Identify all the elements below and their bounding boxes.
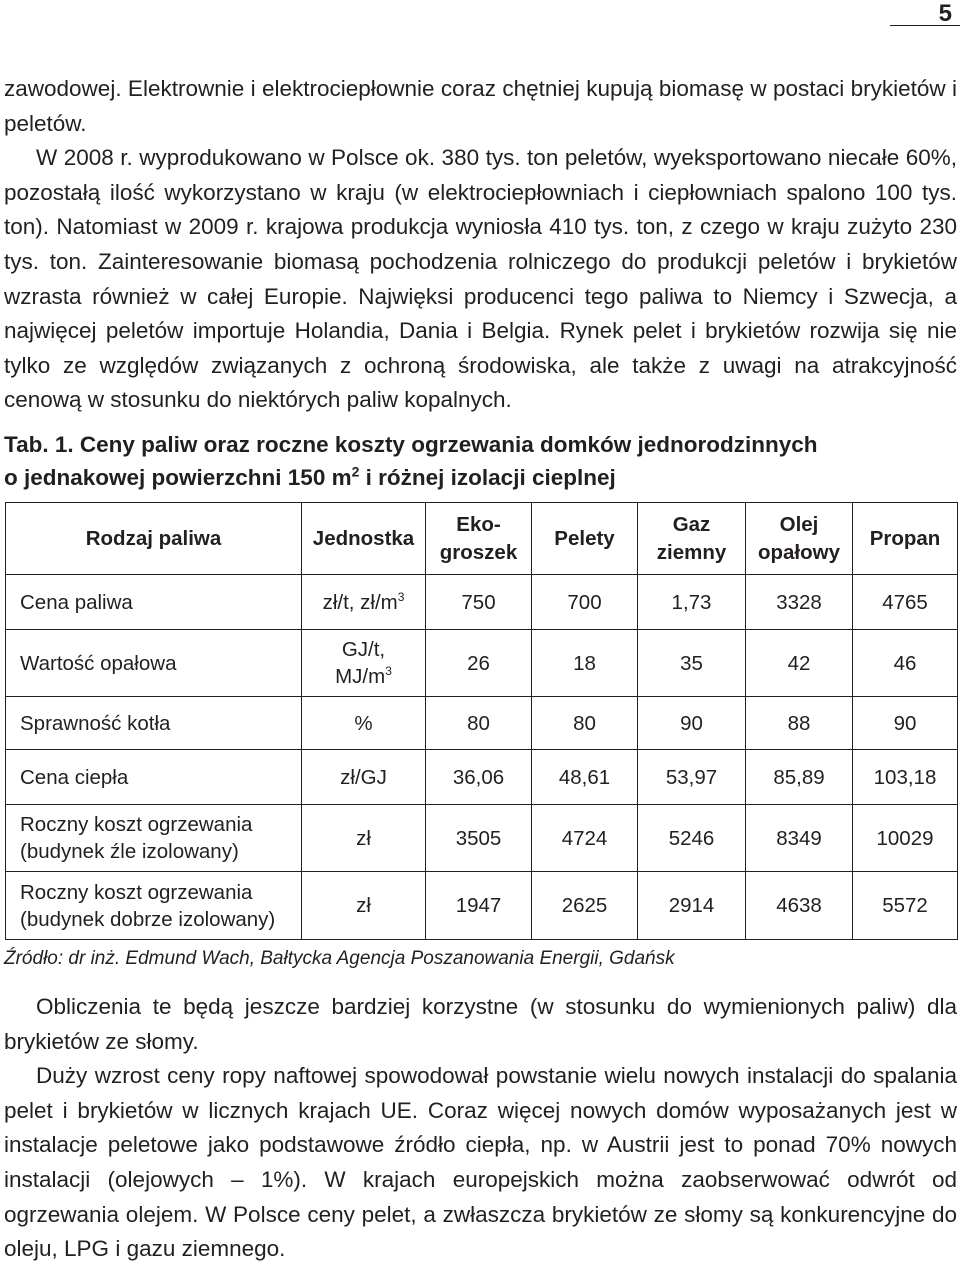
- cell-value: 90: [853, 697, 958, 750]
- header-propan: Propan: [853, 503, 958, 575]
- cell-value: 5572: [853, 872, 958, 940]
- cell-value: 36,06: [426, 750, 532, 805]
- cell-value: 90: [638, 697, 746, 750]
- paragraph: W 2008 r. wyprodukowano w Polsce ok. 380 tys. ton peletów, wyeksportowano niecałe 60%, pozostałą ilość wykorzystano w kraju (w elektrociepłowniach i ciepłowniach spalono 100 tys. ton). Natomiast w 2009 r. krajowa produkcja wyniosła 410 tys. ton, z czego w kraju zużyto 230 tys. ton. Zainteresowanie biomasą pochodzenia rolniczego do produkcji peletów i brykietów wzrasta również w całej Europie. Najwięksi producenci tego paliwa to Niemcy i Szwecja, a najwięcej peletów importuje Holandia, Dania i Belgia. Rynek pelet i brykietów rozwija się nie tylko ze względów związanych z ochroną środowiska, ale także z uwagi na atrakcyjność cenową w stosunku do niektórych paliw kopalnych.: [4, 145, 957, 413]
- cell-value: 4638: [746, 872, 853, 940]
- header-olej: Olej opałowy: [746, 503, 853, 575]
- cell-value: 5246: [638, 805, 746, 872]
- table-row: [6, 872, 958, 940]
- caption-line: Tab. 1. Ceny paliw oraz roczne koszty ogrzewania domków jednorodzinnych: [4, 432, 818, 457]
- cell-value: 2914: [638, 872, 746, 940]
- table-row: [6, 697, 958, 750]
- table-row: [6, 575, 958, 630]
- cell-value: 4724: [532, 805, 638, 872]
- cell-value: 2625: [532, 872, 638, 940]
- table-row: [6, 630, 958, 697]
- cell-value: 18: [532, 630, 638, 697]
- row-label: Cena paliwa: [6, 575, 302, 630]
- header-fuel-type: Rodzaj paliwa: [6, 503, 302, 575]
- cell-value: 80: [426, 697, 532, 750]
- caption-text: o jednakowej powierzchni 150 m: [4, 465, 352, 490]
- cell-value: 35: [638, 630, 746, 697]
- caption-superscript: 2: [351, 463, 360, 480]
- table-row: [6, 750, 958, 805]
- row-unit: %: [302, 697, 426, 750]
- table-caption: [4, 428, 957, 494]
- cell-value: 4765: [853, 575, 958, 630]
- row-unit: zł/t, $zł/m^3$: [302, 575, 426, 630]
- row-unit: zł: [302, 805, 426, 872]
- paragraph: Duży wzrost ceny ropy naftowej spowodował powstanie wielu nowych instalacji do spalania pelet i brykietów w licznych krajach UE. Coraz więcej nowych domów wyposażanych jest w instalacje peletowe jako podstawowe źródło ciepła, np. w Austrii jest to ponad 70% nowych instalacji (olejowych – 1%). W krajach europejskich można zaobserwować odwrót od ogrzewania olejem. W Polsce ceny pelet, a zwłaszcza brykietów ze słomy są konkurencyjne do oleju, LPG i gazu ziemnego.: [4, 1063, 957, 1262]
- table-row: [6, 805, 958, 872]
- cell-value: 48,61: [532, 750, 638, 805]
- caption-line: [4, 461, 957, 494]
- header-unit: Jednostka: [302, 503, 426, 575]
- cell-value: 700: [532, 575, 638, 630]
- table-source: Źródło: dr inż. Edmund Wach, Bałtycka Agencja Poszanowania Energii, Gdańsk: [4, 948, 675, 969]
- cell-value: 88: [746, 697, 853, 750]
- header-pelety: Pelety: [532, 503, 638, 575]
- row-label: Roczny koszt ogrzewania (budynek dobrze izolowany): [6, 872, 302, 940]
- caption-text: i różnej izolacji cieplnej: [359, 465, 616, 490]
- body-text-bottom: [4, 990, 957, 1267]
- row-unit: zł: [302, 872, 426, 940]
- cell-value: 85,89: [746, 750, 853, 805]
- cell-value: 1,73: [638, 575, 746, 630]
- cell-value: 42: [746, 630, 853, 697]
- table-header-row: [6, 503, 958, 575]
- row-label: Wartość opałowa: [6, 630, 302, 697]
- cell-value: 3505: [426, 805, 532, 872]
- fuel-cost-table: [5, 502, 958, 940]
- cell-value: 103,18: [853, 750, 958, 805]
- row-label: Roczny koszt ogrzewania (budynek źle izolowany): [6, 805, 302, 872]
- row-label: Cena ciepła: [6, 750, 302, 805]
- row-unit: zł/GJ: [302, 750, 426, 805]
- cell-value: 8349: [746, 805, 853, 872]
- header-gaz: Gaz ziemny: [638, 503, 746, 575]
- body-text-top: [4, 72, 957, 418]
- cell-value: 80: [532, 697, 638, 750]
- page-number: 5: [938, 0, 952, 27]
- cell-value: 46: [853, 630, 958, 697]
- cell-value: 10029: [853, 805, 958, 872]
- row-unit: GJ/t, $MJ/m^3$: [302, 630, 426, 697]
- cell-value: 26: [426, 630, 532, 697]
- cell-value: 3328: [746, 575, 853, 630]
- paragraph: Obliczenia te będą jeszcze bardziej korzystne (w stosunku do wymienionych paliw) dla brykietów ze słomy.: [4, 994, 957, 1054]
- paragraph: zawodowej. Elektrownie i elektrociepłownie coraz chętniej kupują biomasę w postaci brykietów i peletów.: [4, 76, 957, 136]
- header-rule: [890, 25, 960, 26]
- header-ekogroszek: Eko- groszek: [426, 503, 532, 575]
- row-label: Sprawność kotła: [6, 697, 302, 750]
- cell-value: 1947: [426, 872, 532, 940]
- cell-value: 750: [426, 575, 532, 630]
- cell-value: 53,97: [638, 750, 746, 805]
